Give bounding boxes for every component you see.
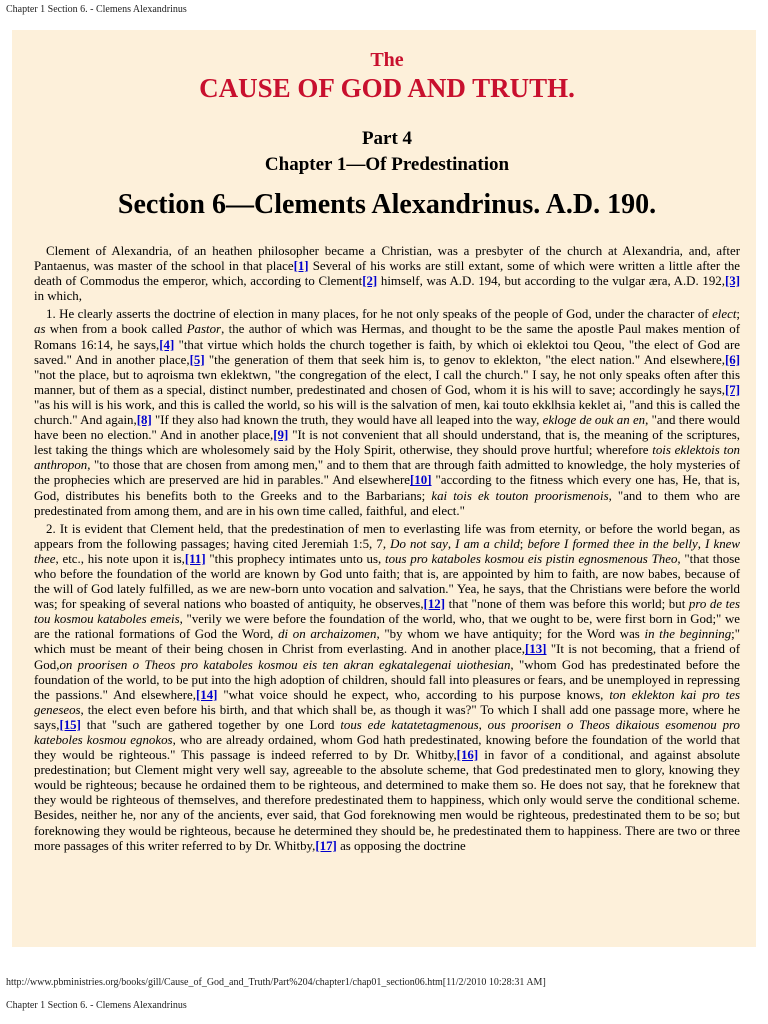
footnote-link-17[interactable]: [17] [315,838,337,853]
footnote-link-5[interactable]: [5] [189,352,205,367]
italic-text: Pastor [186,322,222,337]
text-run: ; [519,536,528,551]
text-run: "It is not convenient that all should understand, that is, the meaning of the scriptures, lest taking the things which are wholesomely said by the Holy Spirit, otherwise, they should prove hurtful; wherefore [34,428,740,458]
italic-text: before I formed thee in the belly [527,536,698,551]
text-run: as opposing the doctrine [336,838,466,853]
text-run: "according to the fitness which every one has, He, that is, God, distributes his benefits both to the Greeks and to the Barbarians; [34,473,740,503]
text-run: , etc., his note upon it is, [55,551,185,566]
text-run: , who are already ordained, whom God hath predestinated, knowing before the foundation of the world that they would be righteous." This passage is indeed referred to by Dr. Whitby, [34,733,741,763]
footnote-link-4[interactable]: [4] [159,337,175,352]
italic-text: tous ede katatetagmenous, ous proorisen o Theos dikaious esomenou pro kateboles kosmou egnokos [34,717,740,747]
text-run: Clement of Alexandria, of an heathen philosopher became a Christian, was a presbyter of the church at Alexandria, and, after Pantaenus, was master of the school in that place [34,244,740,274]
text-run: ;" which must be meant of their being chosen in Christ from everlasting. And in another place, [34,627,741,657]
text-run: 1. He clearly asserts the doctrine of election in many places, for he not only speaks of the people of God, under the character of [46,307,713,322]
text-run: ; [736,307,740,322]
footnote-link-11[interactable]: [11] [184,551,206,566]
footnote-link-6[interactable]: [6] [724,352,740,367]
italic-text: di on archaizomen [278,627,377,642]
footnote-link-2[interactable]: [2] [362,274,378,289]
text-run: , the elect even before his birth, and that which shall be, as though it was?" To which I shall add one passage more, where he says, [34,702,740,732]
text-run: , "by whom we have antiquity; for the Word was [376,627,645,642]
footnote-link-14[interactable]: [14] [195,687,218,702]
italic-text: as [34,322,46,337]
text-run: 2. It is evident that Clement held, that the predestination of men to everlasting life was from eternity, or before the world began, as appears from the following passages; having cited Jeremiah 1:5, 7, [34,521,740,551]
footer-url: http://www.pbministries.org/books/gill/Cause_of_God_and_Truth/Part%204/chapter1/chap01_section06.htm[11/2/2010 10:28:31 AM] [6,977,546,988]
text-run: "as his will is his work, and this is called the world, so his will is the salvation of men, kai touto ekklhsia keklet ai, "and this is called the church." And again, [34,397,740,428]
text-run: , [447,536,456,551]
page-header-title: Chapter 1 Section 6. - Clemens Alexandrinus [6,4,187,15]
italic-text: I knew thee [34,536,740,566]
text-run: that "none of them was before this world; but [445,597,689,612]
text-run: , "and there would have been no election." And in another place, [34,413,740,443]
text-run: that "such are gathered together by one Lord [80,717,341,732]
footnote-link-15[interactable]: [15] [59,717,81,732]
text-run: , "verily we were before the foundation of the world, who, that we ought to be, were first born in God;" we are the rational formations of God the Word, [34,612,740,642]
text-run: "It is not becoming, that a friend of God, [34,642,740,672]
body-text [34,244,740,854]
paragraph-1 [34,307,740,518]
text-run: "not the place, but to aqroisma twn eklektwn, "the congregation of the elect, I call the church." I say, he not only speaks often after this manner, but of them as a special, distinct number, predestinated and chosen of God, whom it is his will to save; accordingly he says, [34,367,740,397]
document-page [12,30,756,947]
italic-text: I am a child [455,536,520,551]
italic-text: elect [712,307,737,322]
footnote-link-8[interactable]: [8] [136,413,152,428]
part-heading: Part 4 [361,128,413,149]
footnote-link-9[interactable]: [9] [273,428,289,443]
italic-text: ton eklekton kai pro tes geneseos [34,687,740,717]
footnote-link-3[interactable]: [3] [724,274,740,289]
text-run: Several of his works are still extant, some of which were written a little after the death of Commodus the emperor, which, according to Clement [34,259,740,289]
text-run: "If they also had known the truth, they would have all leaped into the way, [151,413,543,428]
footnote-link-16[interactable]: [16] [456,748,479,763]
italic-text: tous pro kataboles kosmou eis pistin egnosmenous Theo [385,551,678,566]
text-run: "this prophecy intimates unto us, [205,551,386,566]
chapter-heading: Chapter 1—Of Predestination [264,154,510,175]
paragraph-2 [34,522,740,854]
italic-text: kai tois ek touton proorismenois [431,488,609,503]
italic-text: tois eklektois ton anthropon [34,443,740,473]
italic-text: on proorisen o Theos pro kataboles kosmou eis ten akran egkatalegenai uiothesian [59,657,511,672]
text-run: in which, [34,289,82,304]
section-heading: Section 6—Clements Alexandrinus. A.D. 190. [117,189,657,220]
book-title: CAUSE OF GOD AND TRUTH. [199,73,575,103]
text-run: when from a book called [45,322,187,337]
footnote-link-12[interactable]: [12] [423,597,446,612]
italic-text: Do not say [390,536,448,551]
text-run: in favor of a conditional, and against absolute predestination; but Clement might very well say, agreeable to the absolute scheme, that God predestinated men to glory, knowing they would be righteous; because he ordained them to be righteous, and determined to make them so. He does not say, that he foreknew that they would be righteous of themselves, and therefore predestinated them to happiness, which only would serve the conditional scheme. Besides, neither he, nor any of the ancients, ever said, that God foreknowing men would be righteous, predestinated them to be so; but foreknowing they would be righteous, because he determined they should be, he predestinated them to happiness. There are two or three more passages of this writer referred to by Dr. Whitby, [34,748,740,853]
italic-text: in the beginning [644,627,732,642]
footnote-link-7[interactable]: [7] [724,382,740,397]
document-content [12,30,756,854]
footnote-link-13[interactable]: [13] [525,642,547,657]
footnote-link-10[interactable]: [10] [410,473,432,488]
text-run: "the generation of them that seek him is, to genov to eklekton, "the elect nation." And elsewhere, [204,352,725,367]
paragraph-intro [34,244,740,304]
text-run: "what voice should he expect, who, according to his purpose knows, [217,687,610,702]
text-run: "that virtue which holds the church together is faith, by which oi eklektoi tou Qeou, "the elect of God are saved." And in another place, [34,337,740,367]
footer-page-title: Chapter 1 Section 6. - Clemens Alexandrinus [6,1000,187,1011]
title-the: The [370,49,404,71]
text-run: himself, was A.D. 194, but according to the vulgar æra, A.D. 192, [377,274,725,289]
text-run: , [697,536,706,551]
text-run: , the author of which was Hermas, and thought to be the same the apostle Paul makes mention of Romans 16:14, he says, [34,322,740,352]
text-run: , "and to them who are predestinated from among them, and are in his own time called, faithful, and elect." [34,488,740,518]
italic-text: pro de tes tou kosmou kataboles emeis [34,597,740,627]
text-run: , "to those that are chosen from among men," and to them that are through faith admitted to knowledge, the holy mysteries of the prophecies which are preserved are hid in parables." And elsewhere [34,458,740,488]
text-run: , "whom God has predestinated before the foundation of the world, to be put into the high adoption of children, should fall into pleasures or fears, and be unemployed in repressing the passions." And elsewhere, [34,657,740,702]
footnote-link-1[interactable]: [1] [293,259,309,274]
text-run: , "that those who before the foundation of the world are known by God unto faith; that is, are appointed by him to faith, are now babes, because of the will of God lately fulfilled, as we are new-born unto vocation and salvation." Yea, he says, that the Christians were before the world was; for speaking of several nations who boasted of antiquity, he observes, [34,551,740,612]
italic-text: ekloge de ouk an en [542,413,646,428]
